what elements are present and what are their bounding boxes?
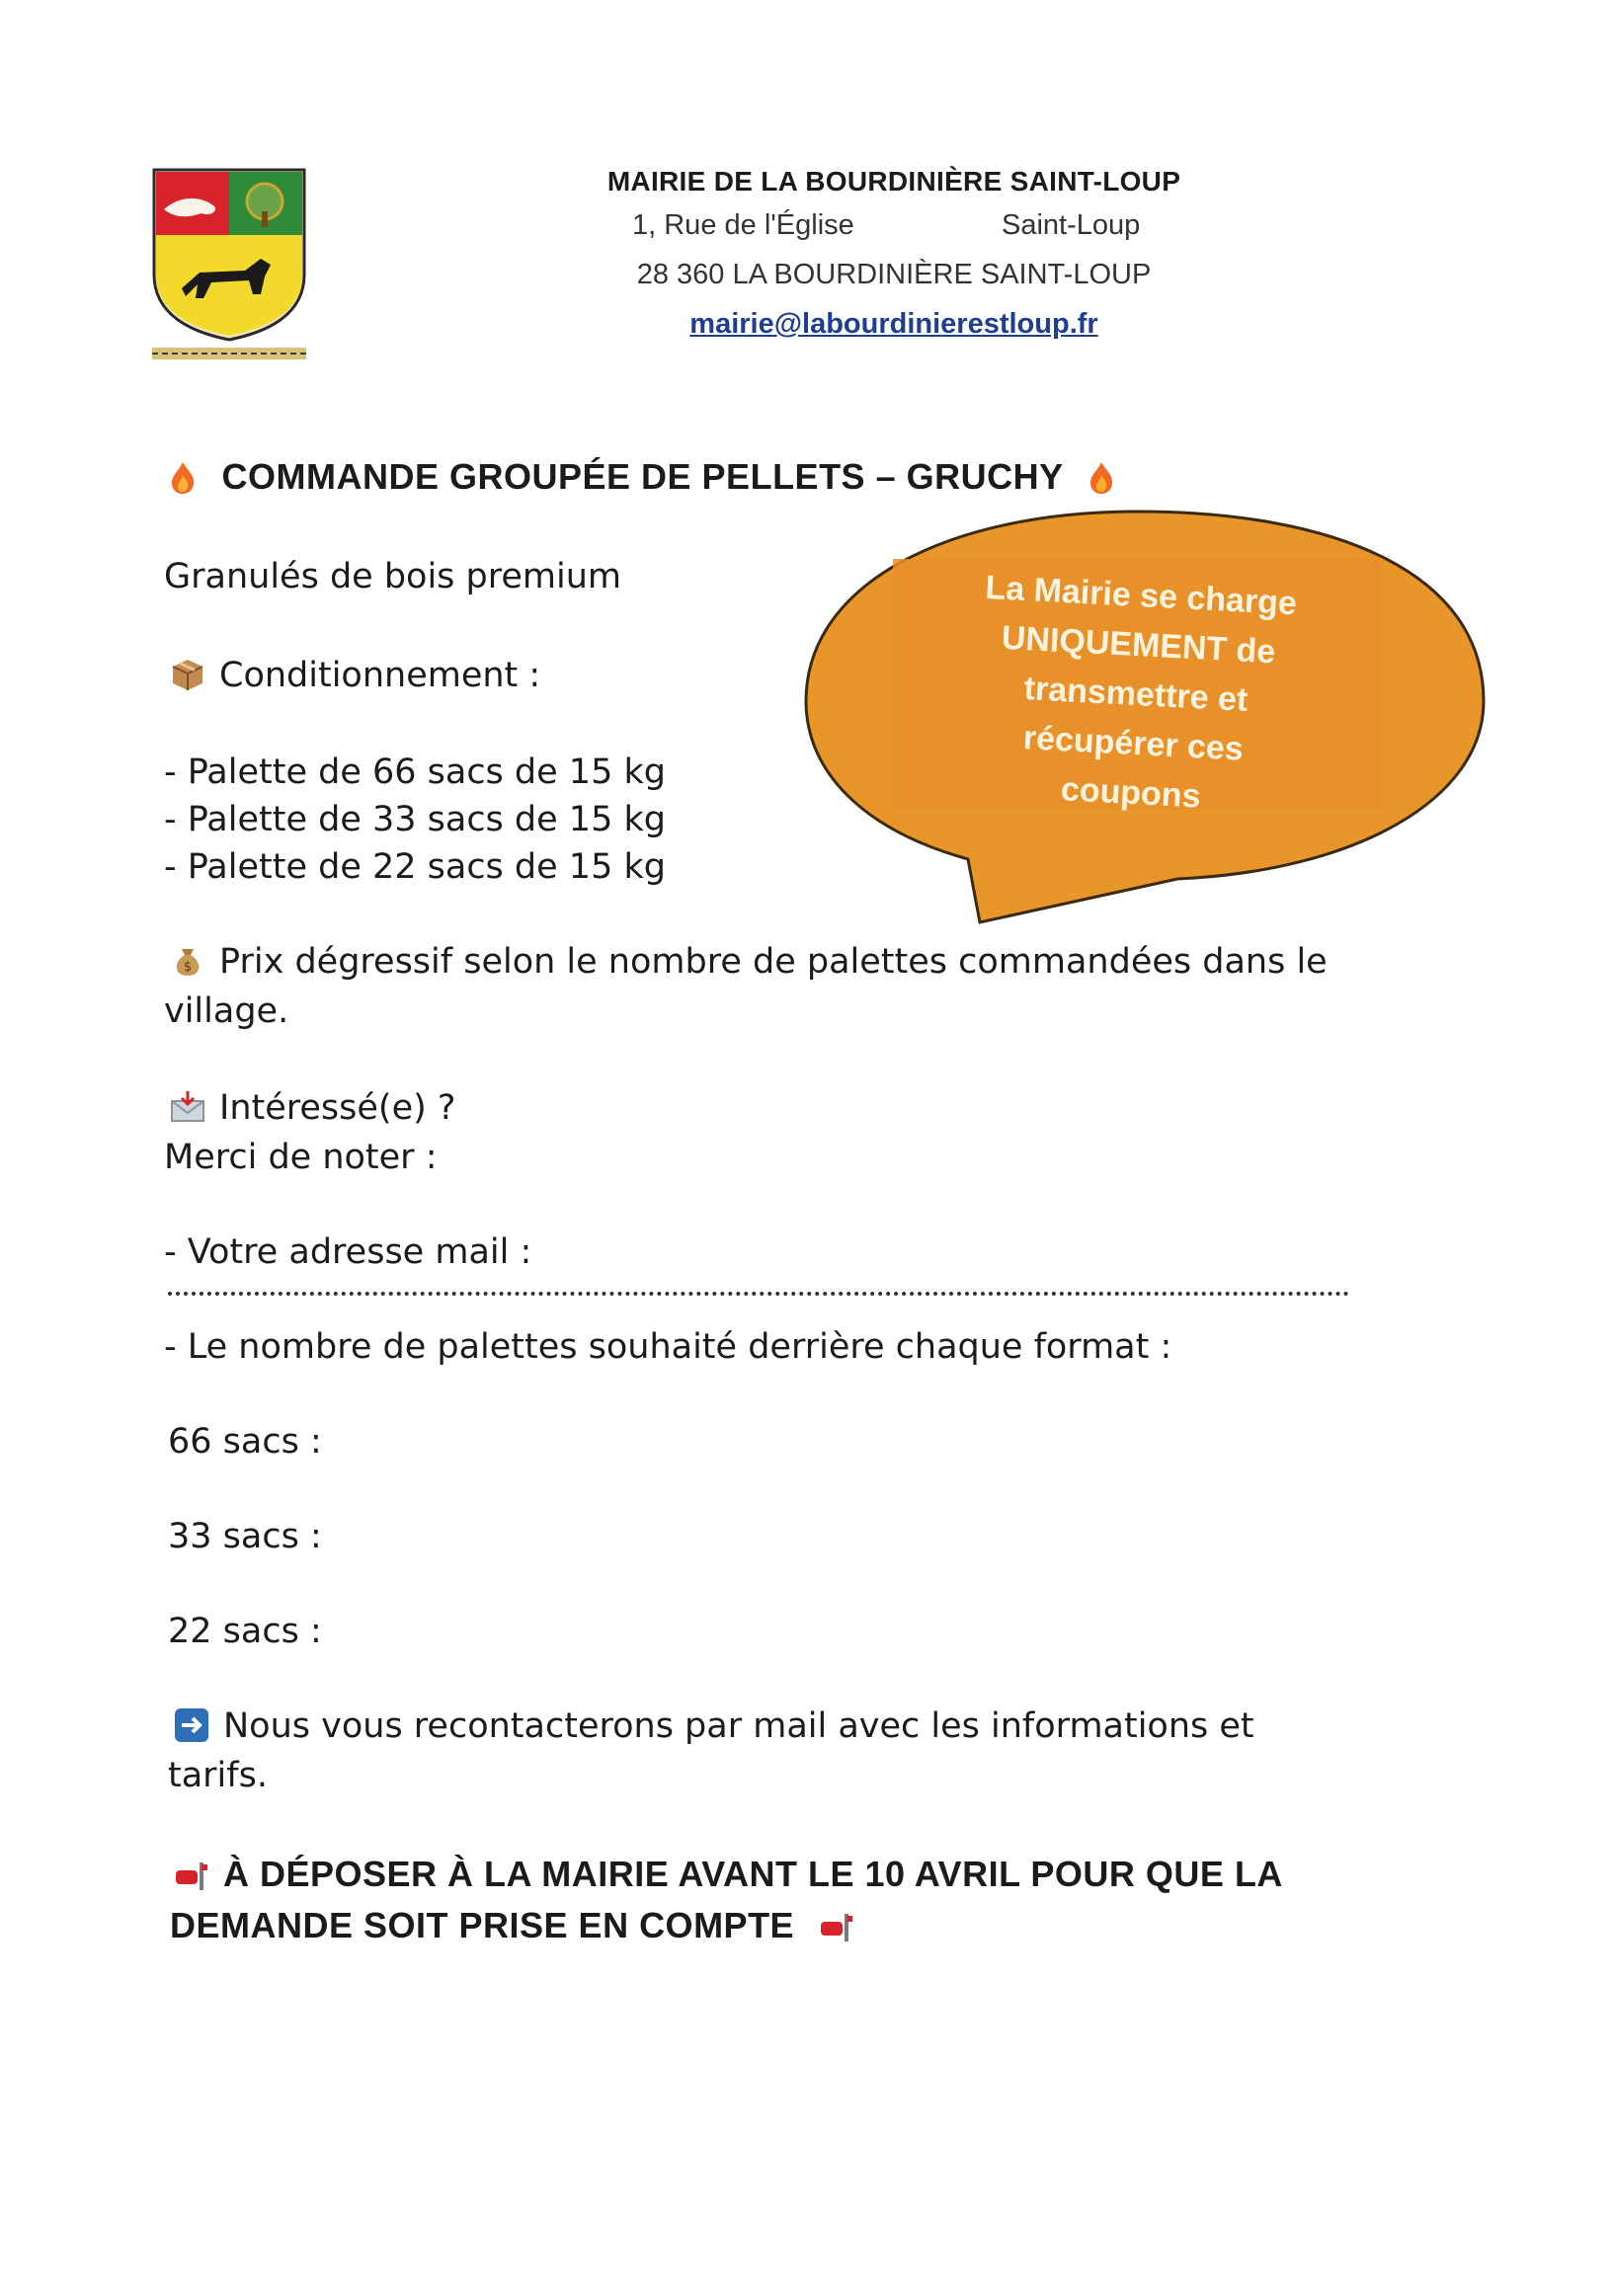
price-text-line2: village. (164, 991, 289, 1031)
bubble-line: récupérer ces (1022, 719, 1245, 768)
price-row (170, 938, 1328, 986)
town-hall-email-link[interactable]: mairie@labourdinierestloup.fr (689, 308, 1098, 340)
contact-row (174, 1702, 1254, 1750)
incoming-envelope-icon (170, 1089, 205, 1125)
note-label: Merci de noter : (164, 1138, 438, 1177)
svg-text:$: $ (183, 960, 193, 975)
bubble-message (883, 558, 1389, 831)
fire-icon (170, 461, 196, 495)
mailbox-icon (174, 1857, 209, 1892)
packaging-item: - Palette de 66 sacs de 15 kg (164, 752, 666, 792)
product-subtitle: Granulés de bois premium (164, 557, 621, 596)
address-street: 1, Rue de l'Église (632, 209, 854, 241)
page-title: COMMANDE GROUPÉE DE PELLETS – GRUCHY (221, 456, 1063, 497)
format-33-label: 33 sacs : (168, 1517, 322, 1556)
packaging-heading-row (170, 652, 540, 699)
municipal-coat-of-arms-icon (150, 166, 308, 363)
email-label: - Votre adresse mail : (164, 1232, 532, 1272)
format-22-label: 22 sacs : (168, 1612, 322, 1651)
bubble-line: transmettre et (1022, 670, 1249, 719)
packaging-item: - Palette de 33 sacs de 15 kg (164, 800, 666, 839)
pallets-label: - Le nombre de palettes souhaité derrière chaque format : (164, 1327, 1172, 1367)
mailbox-icon (819, 1908, 854, 1943)
email-answer-line[interactable] (168, 1282, 1349, 1296)
interested-label: Intéressé(e) ? (219, 1088, 456, 1128)
bubble-line: coupons (1060, 770, 1202, 816)
fire-icon (1088, 461, 1114, 495)
contact-text-line2: tarifs. (168, 1756, 268, 1795)
contact-text-line1: Nous vous recontacterons par mail avec les informations et (223, 1706, 1254, 1746)
town-hall-name: MAIRIE DE LA BOURDINIÈRE SAINT-LOUP (606, 166, 1181, 197)
bubble-line: La Mairie se charge (984, 568, 1298, 623)
address-hamlet: Saint-Loup (1002, 209, 1141, 241)
packaging-heading: Conditionnement : (219, 656, 541, 695)
deadline-line1: À DÉPOSER À LA MAIRIE AVANT LE 10 AVRIL POUR QUE LA (223, 1854, 1283, 1894)
price-text-line1: Prix dégressif selon le nombre de palettes commandées dans le (219, 942, 1328, 982)
package-icon (170, 657, 205, 692)
packaging-item: - Palette de 22 sacs de 15 kg (164, 847, 666, 887)
format-66-label: 66 sacs : (168, 1422, 322, 1462)
page-title-row (170, 456, 1114, 498)
address-town: 28 360 LA BOURDINIÈRE SAINT-LOUP (636, 259, 1152, 290)
deadline-row (174, 1849, 1283, 1900)
right-arrow-icon (174, 1707, 209, 1743)
deadline-line2: DEMANDE SOIT PRISE EN COMPTE (170, 1905, 795, 1945)
deadline-row2 (170, 1900, 868, 1951)
money-bag-icon (170, 943, 205, 979)
bubble-line: UNIQUEMENT de (1000, 618, 1277, 672)
interested-row (170, 1084, 455, 1132)
